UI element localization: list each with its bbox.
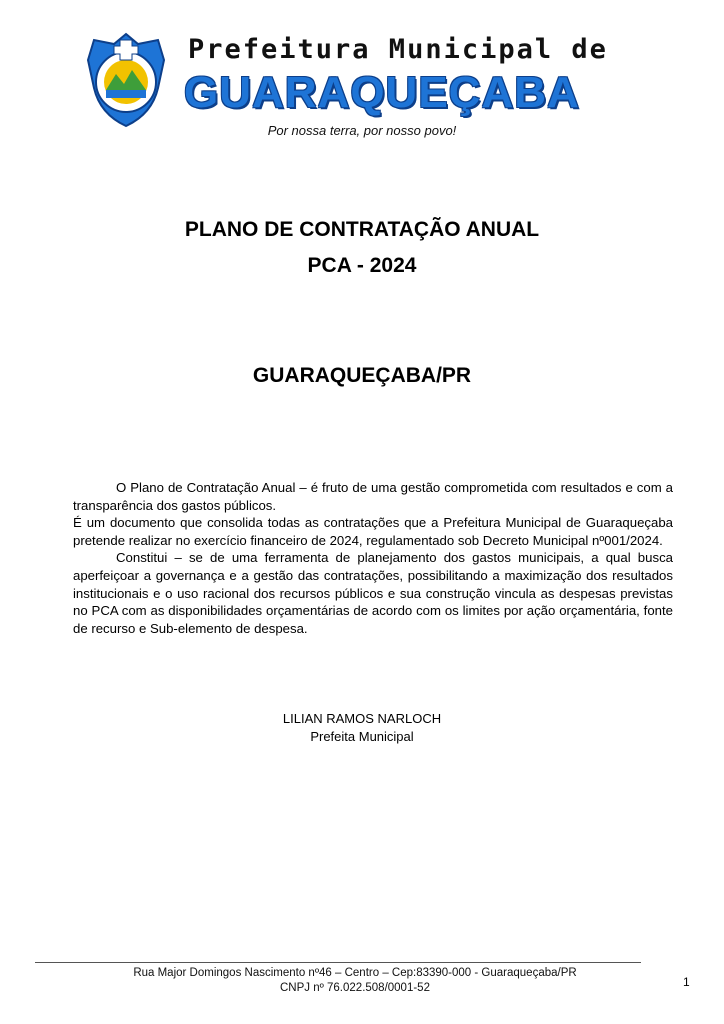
paragraph: Constitui – se de uma ferramenta de planejamento dos gastos municipais, a qual busca aperfeiçoar a governança e a gestão das contratações, possibilitando a maximização dos resultados institucionais e o uso racional dos recursos públicos e sua construção vincula as despesas previstas no PCA com as disponibilidades orçamentárias de acordo com os limites por ação orçamentária, fonte de recurso e Sub-elemento de despesa. xyxy=(73,550,673,636)
letterhead xyxy=(80,30,680,160)
letterhead-line1: Prefeitura Municipal de xyxy=(188,34,608,65)
footer-address: Rua Major Domingos Nascimento nº46 – Centro – Cep:83390-000 - Guaraqueçaba/PR xyxy=(133,967,577,979)
footer-divider xyxy=(35,962,641,963)
paragraph: É um documento que consolida todas as contratações que a Prefeitura Municipal de Guaraqueçaba pretende realizar no exercício financeiro de 2024, regulamentado sob Decreto Municipal nº001/2024. xyxy=(73,515,673,548)
letterhead-motto: Por nossa terra, por nosso povo! xyxy=(267,123,457,138)
signature-name: LILIAN RAMOS NARLOCH xyxy=(282,711,442,726)
letterhead-municipality-name: GUARAQUEÇABA xyxy=(184,68,580,117)
signature-role: Prefeita Municipal xyxy=(310,729,414,744)
municipal-crest-logo xyxy=(80,30,172,130)
document-title: PLANO DE CONTRATAÇÃO ANUAL xyxy=(184,218,540,241)
document-body xyxy=(73,479,673,637)
page-number: 1 xyxy=(683,975,690,989)
footer-cnpj: CNPJ nº 76.022.508/0001-52 xyxy=(280,982,430,994)
document-location: GUARAQUEÇABA/PR xyxy=(252,364,472,387)
paragraph: O Plano de Contratação Anual – é fruto de uma gestão comprometida com resultados e com a transparência dos gastos públicos. xyxy=(73,480,673,513)
document-subtitle: PCA - 2024 xyxy=(307,254,417,277)
